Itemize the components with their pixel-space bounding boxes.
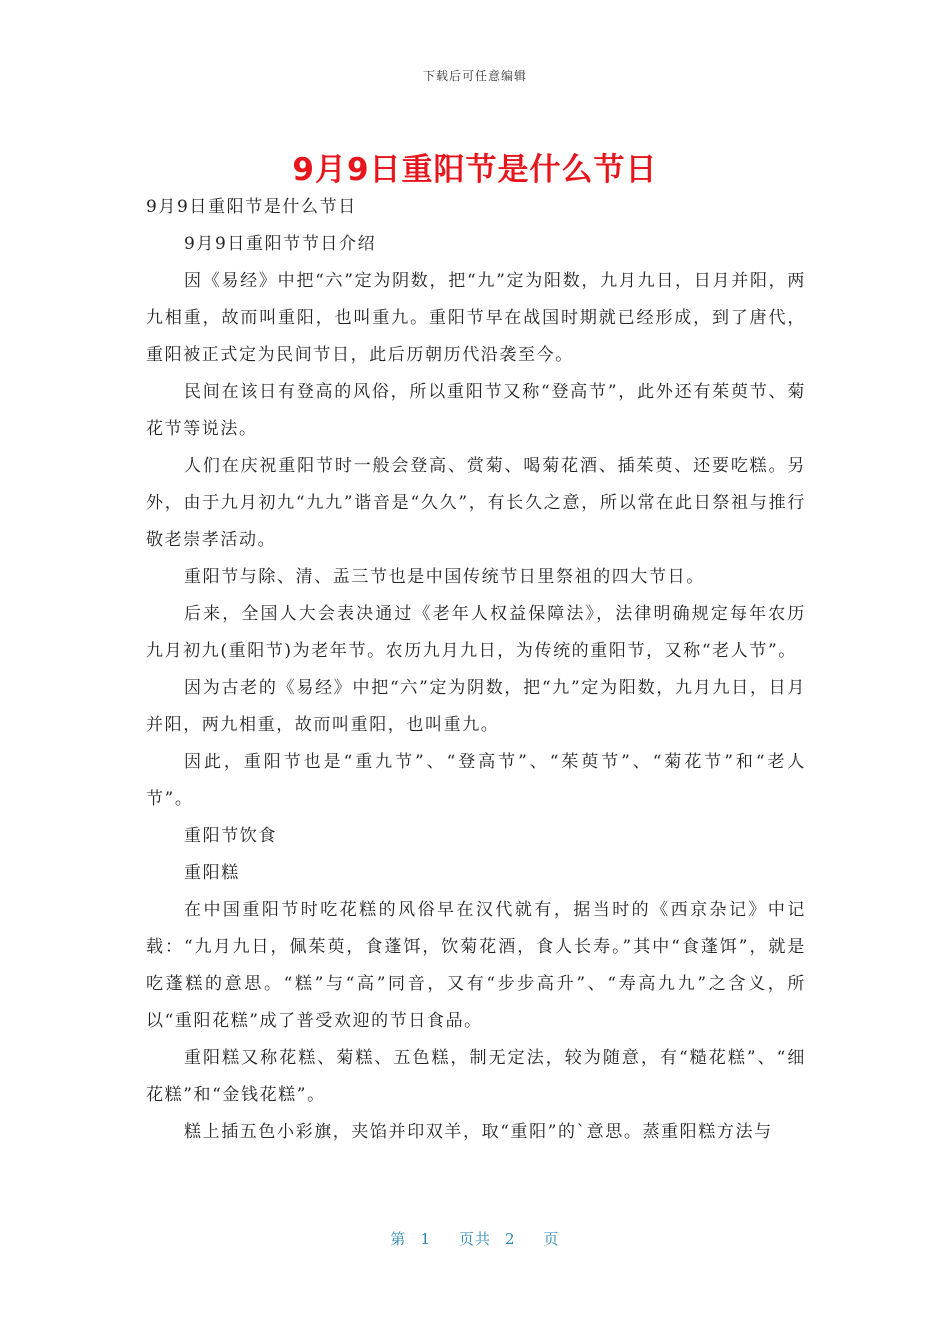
paragraph: 后来，全国人大会表决通过《老年人权益保障法》，法律明确规定每年农历九月初九(重阳节)为老年节。农历九月九日，为传统的重阳节，又称“老人节”。: [146, 604, 806, 661]
header-note: 下载后可任意编辑: [422, 69, 527, 83]
footer-total-pages: 2: [505, 1230, 516, 1248]
footer-middle: 页共: [458, 1230, 491, 1248]
subsection-heading: 重阳糕: [184, 863, 240, 883]
paragraph: 9月9日重阳节节日介绍: [184, 234, 377, 254]
paragraph: 因此，重阳节也是“重九节”、“登高节”、“茱萸节”、“菊花节”和“老人节”。: [146, 752, 806, 809]
paragraph: 民间在该日有登高的风俗，所以重阳节又称“登高节”，此外还有茱萸节、菊花节等说法。: [146, 382, 806, 439]
section-heading: 重阳节饮食: [184, 826, 277, 846]
footer-prefix: 第: [390, 1230, 407, 1248]
document-title: 9月9日重阳节是什么节日: [292, 152, 658, 188]
paragraph: 糕上插五色小彩旗，夹馅并印双羊，取“重阳”的`意思。蒸重阳糕方法与: [184, 1122, 773, 1142]
footer-page-number: 1: [420, 1230, 431, 1248]
paragraph-subtitle: 9月9日重阳节是什么节日: [146, 197, 357, 217]
paragraph: 重阳糕又称花糕、菊糕、五色糕，制无定法，较为随意，有“糙花糕”、“细花糕”和“金钱花糕”。: [146, 1048, 806, 1105]
paragraph: 在中国重阳节时吃花糕的风俗早在汉代就有，据当时的《西京杂记》中记载：“九月九日，佩茱萸，食蓬饵，饮菊花酒，食人长寿。”其中“食蓬饵”，就是吃蓬糕的意思。“糕”与“高”同音，又有“步步高升”、“寿高九九”之含义，所以“重阳花糕”成了普受欢迎的节日食品。: [146, 900, 806, 1031]
footer-suffix: 页: [543, 1230, 560, 1248]
paragraph: 重阳节与除、清、盂三节也是中国传统节日里祭祖的四大节日。: [184, 567, 705, 587]
paragraph: 因为古老的《易经》中把“六”定为阴数，把“九”定为阳数，九月九日，日月并阳，两九相重，故而叫重阳，也叫重九。: [146, 678, 806, 735]
page-footer: [0, 1228, 950, 1249]
document-body: [146, 189, 806, 1151]
paragraph: 因《易经》中把“六”定为阴数，把“九”定为阳数，九月九日，日月并阳，两九相重，故而叫重阳，也叫重九。重阳节早在战国时期就已经形成，到了唐代，重阳被正式定为民间节日，此后历朝历代沿袭至今。: [146, 271, 806, 365]
paragraph: 人们在庆祝重阳节时一般会登高、赏菊、喝菊花酒、插茱萸、还要吃糕。另外，由于九月初九“九九”谐音是“久久”，有长久之意，所以常在此日祭祖与推行敬老崇孝活动。: [146, 456, 806, 550]
